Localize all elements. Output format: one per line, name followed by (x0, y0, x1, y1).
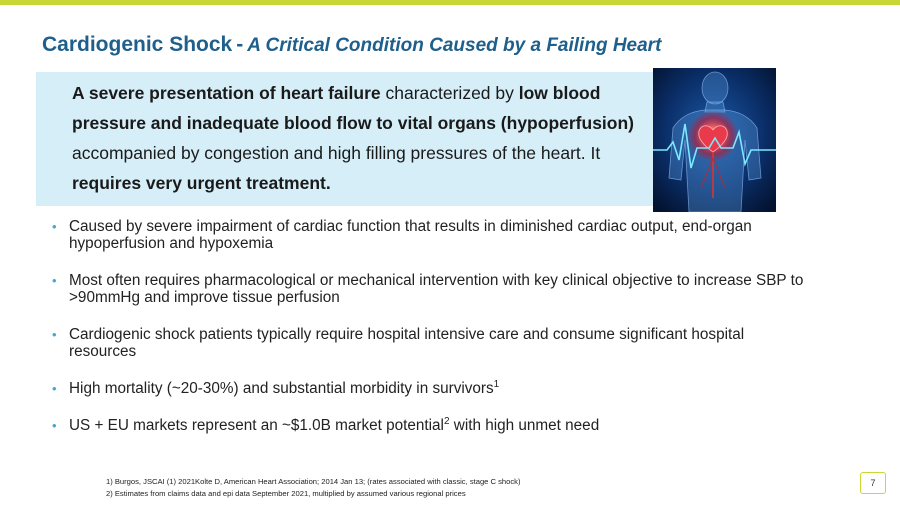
bullet-text: High mortality (~20-30%) and substantial morbidity in survivors (69, 380, 494, 397)
bullet-item (52, 218, 812, 252)
footnote-ref: 1 (493, 378, 500, 390)
title-separator: - (236, 33, 244, 56)
callout-bold-1: A severe presentation of heart failure (72, 83, 381, 103)
bullet-dot-icon: • (52, 327, 57, 342)
footnote-1: 1) Burgos, JSCAI (1) 2021Kolte D, American Heart Association; 2014 Jan 13; (rates associated with classic, stage C shock) (106, 477, 521, 486)
bullet-item (52, 326, 812, 360)
callout-text-4: accompanied by congestion and high filling pressures of the heart. It (72, 143, 601, 163)
bullet-item (52, 272, 812, 306)
bullet-list (52, 218, 812, 454)
bullet-item (52, 380, 812, 397)
heart-illustration-svg (653, 68, 776, 212)
callout-bold-5: requires very urgent treatment. (72, 173, 331, 193)
callout-text-2: characterized by (380, 83, 519, 103)
bullet-dot-icon: • (52, 381, 57, 396)
page-title (42, 33, 661, 57)
definition-callout-text (72, 78, 652, 198)
title-main: Cardiogenic Shock (42, 33, 233, 56)
callout-bold-3: low blood pressure and inadequate blood flow to vital organs (hypoperfusion) (72, 83, 634, 133)
top-accent-bar (0, 0, 900, 5)
bullet-text: Caused by severe impairment of cardiac function that results in diminished cardiac output, end-organ hypoperfusion and hypoxemia (69, 218, 752, 252)
bullet-text: Most often requires pharmacological or mechanical intervention with key clinical objective to increase SBP to >90mmHg and improve tissue perfusion (69, 272, 804, 306)
footnote-ref: 2 (443, 415, 450, 427)
bullet-dot-icon: • (52, 418, 57, 433)
title-subtitle: A Critical Condition Caused by a Failing Heart (247, 35, 662, 56)
bullet-text: US + EU markets represent an ~$1.0B market potential (69, 417, 444, 434)
bullet-text: Cardiogenic shock patients typically require hospital intensive care and consume significant hospital resources (69, 326, 745, 360)
footnotes (106, 476, 520, 500)
footnote-2: 2) Estimates from claims data and epi data September 2021, multiplied by assumed various regional prices (106, 489, 466, 498)
bullet-text-tail: with high unmet need (449, 417, 600, 434)
heart-illustration-image (653, 68, 776, 212)
bullet-dot-icon: • (52, 219, 57, 234)
page-number: 7 (860, 472, 886, 494)
bullet-dot-icon: • (52, 273, 57, 288)
bullet-item (52, 417, 812, 434)
